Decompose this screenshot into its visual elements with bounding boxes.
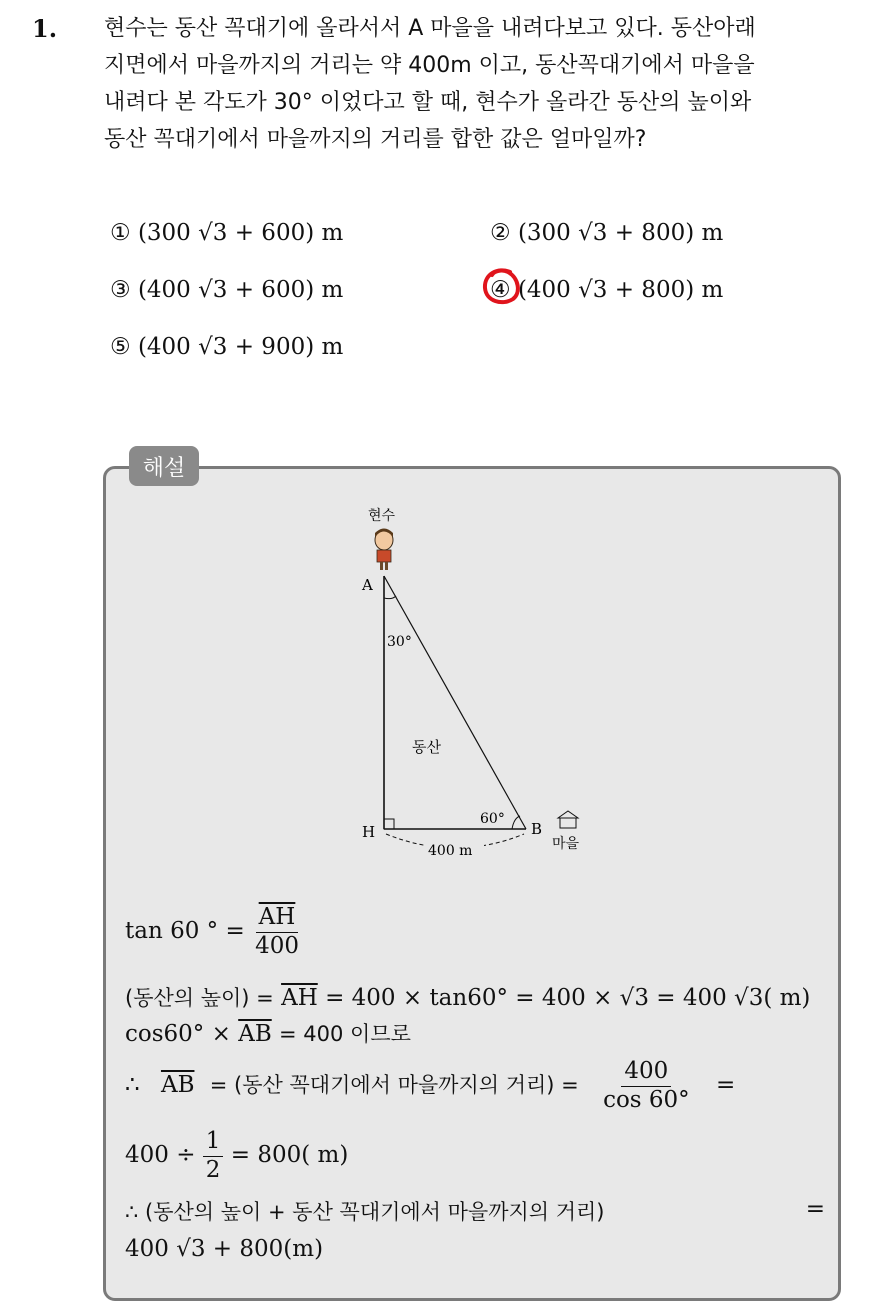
person-icon	[375, 529, 393, 571]
hill-label: 동산	[412, 738, 441, 756]
right-angle-mark	[384, 819, 394, 829]
vertex-b-label: B	[531, 820, 543, 838]
triangle-diagram	[340, 500, 620, 870]
answer-circle-mark	[480, 266, 522, 308]
distance-label: 400 m	[428, 843, 473, 859]
vertex-a-label: A	[362, 576, 373, 594]
house-icon	[558, 811, 578, 828]
solution-line-5	[125, 1128, 348, 1184]
choice-marker: ②	[490, 220, 511, 246]
fraction-one-half	[203, 1128, 224, 1184]
solution-line-6	[125, 1196, 825, 1226]
choice-5[interactable]	[110, 334, 343, 360]
height-label: (동산의 높이) =	[125, 986, 274, 1010]
vertex-h-label: H	[362, 823, 376, 841]
angle-top-label: 30°	[387, 634, 412, 650]
angle-arc-bottom	[512, 816, 520, 829]
angle-arc-top	[384, 596, 396, 599]
hypotenuse	[384, 576, 526, 829]
equals-sign: =	[715, 1072, 736, 1099]
question-number: 1.	[32, 14, 58, 43]
choice-text: (400 √3 + 900) m	[137, 334, 344, 360]
choice-4[interactable]	[490, 277, 723, 303]
fraction-denominator: cos 60°	[603, 1086, 690, 1113]
solution-tag: 해설	[129, 446, 199, 486]
fraction-400-cos60	[600, 1058, 693, 1114]
question-line: 지면에서 마을까지의 거리는 약 400m 이고, 동산꼭대기에서 마을을	[104, 53, 755, 78]
distance-desc: = (동산 꼭대기에서 마을까지의 거리) =	[209, 1073, 579, 1098]
choice-marker: ⑤	[110, 334, 131, 360]
sum-desc: ∴ (동산의 높이 + 동산 꼭대기에서 마을까지의 거리)	[125, 1200, 605, 1224]
solution-line-1	[125, 904, 302, 960]
division-result: = 800( m)	[230, 1142, 349, 1169]
tan-expr: tan 60 ° =	[125, 918, 245, 945]
question-line: 내려다 본 각도가 30° 이었다고 할 때, 현수가 올라간 동산의 높이와	[104, 90, 752, 115]
person-label: 현수	[368, 508, 396, 524]
segment-ah: $\overline{AH}$	[281, 985, 318, 1011]
question-line: 현수는 동산 꼭대기에 올라서서 A 마을을 내려다보고 있다. 동산아래	[104, 16, 756, 41]
fraction-numerator: 1	[203, 1128, 224, 1157]
fraction-numerator: $\overline{AH}$	[256, 904, 299, 933]
segment-ab: $\overline{AB}$	[238, 1021, 272, 1047]
choice-text: (300 √3 + 600) m	[137, 220, 344, 246]
choice-text: (400 √3 + 800) m	[517, 277, 724, 303]
fraction-numerator: 400	[621, 1058, 671, 1087]
segment-ab: $\overline{AB}$	[160, 1072, 195, 1099]
choice-1[interactable]	[110, 220, 343, 246]
village-label: 마을	[552, 836, 580, 852]
solution-line-3	[125, 1018, 411, 1048]
equals-sign: =	[805, 1196, 825, 1222]
choice-marker: ④	[490, 277, 511, 303]
choice-text: (400 √3 + 600) m	[137, 277, 344, 303]
cos-result: = 400 이므로	[279, 1022, 411, 1046]
question-line: 동산 꼭대기에서 마을까지의 거리를 합한 값은 얼마일까?	[104, 127, 647, 152]
final-answer: 400 √3 + 800(m)	[125, 1236, 324, 1262]
angle-bottom-label: 60°	[480, 811, 505, 827]
division-expr: 400 ÷	[125, 1142, 196, 1169]
therefore-symbol: ∴	[125, 1072, 140, 1099]
choice-2[interactable]	[490, 220, 723, 246]
fraction-denominator: 2	[205, 1156, 221, 1183]
solution-line-2	[125, 982, 810, 1012]
solution-line-4	[125, 1058, 825, 1114]
question-text	[104, 10, 864, 158]
choice-marker: ①	[110, 220, 131, 246]
fraction-ah-400	[252, 904, 302, 960]
fraction-denominator: 400	[255, 932, 299, 959]
choice-3[interactable]	[110, 277, 343, 303]
choice-text: (300 √3 + 800) m	[517, 220, 724, 246]
choice-marker: ③	[110, 277, 131, 303]
cos-expr: cos60° ×	[125, 1021, 231, 1047]
height-calc: = 400 × tan60° = 400 × √3 = 400 √3( m)	[325, 985, 811, 1011]
